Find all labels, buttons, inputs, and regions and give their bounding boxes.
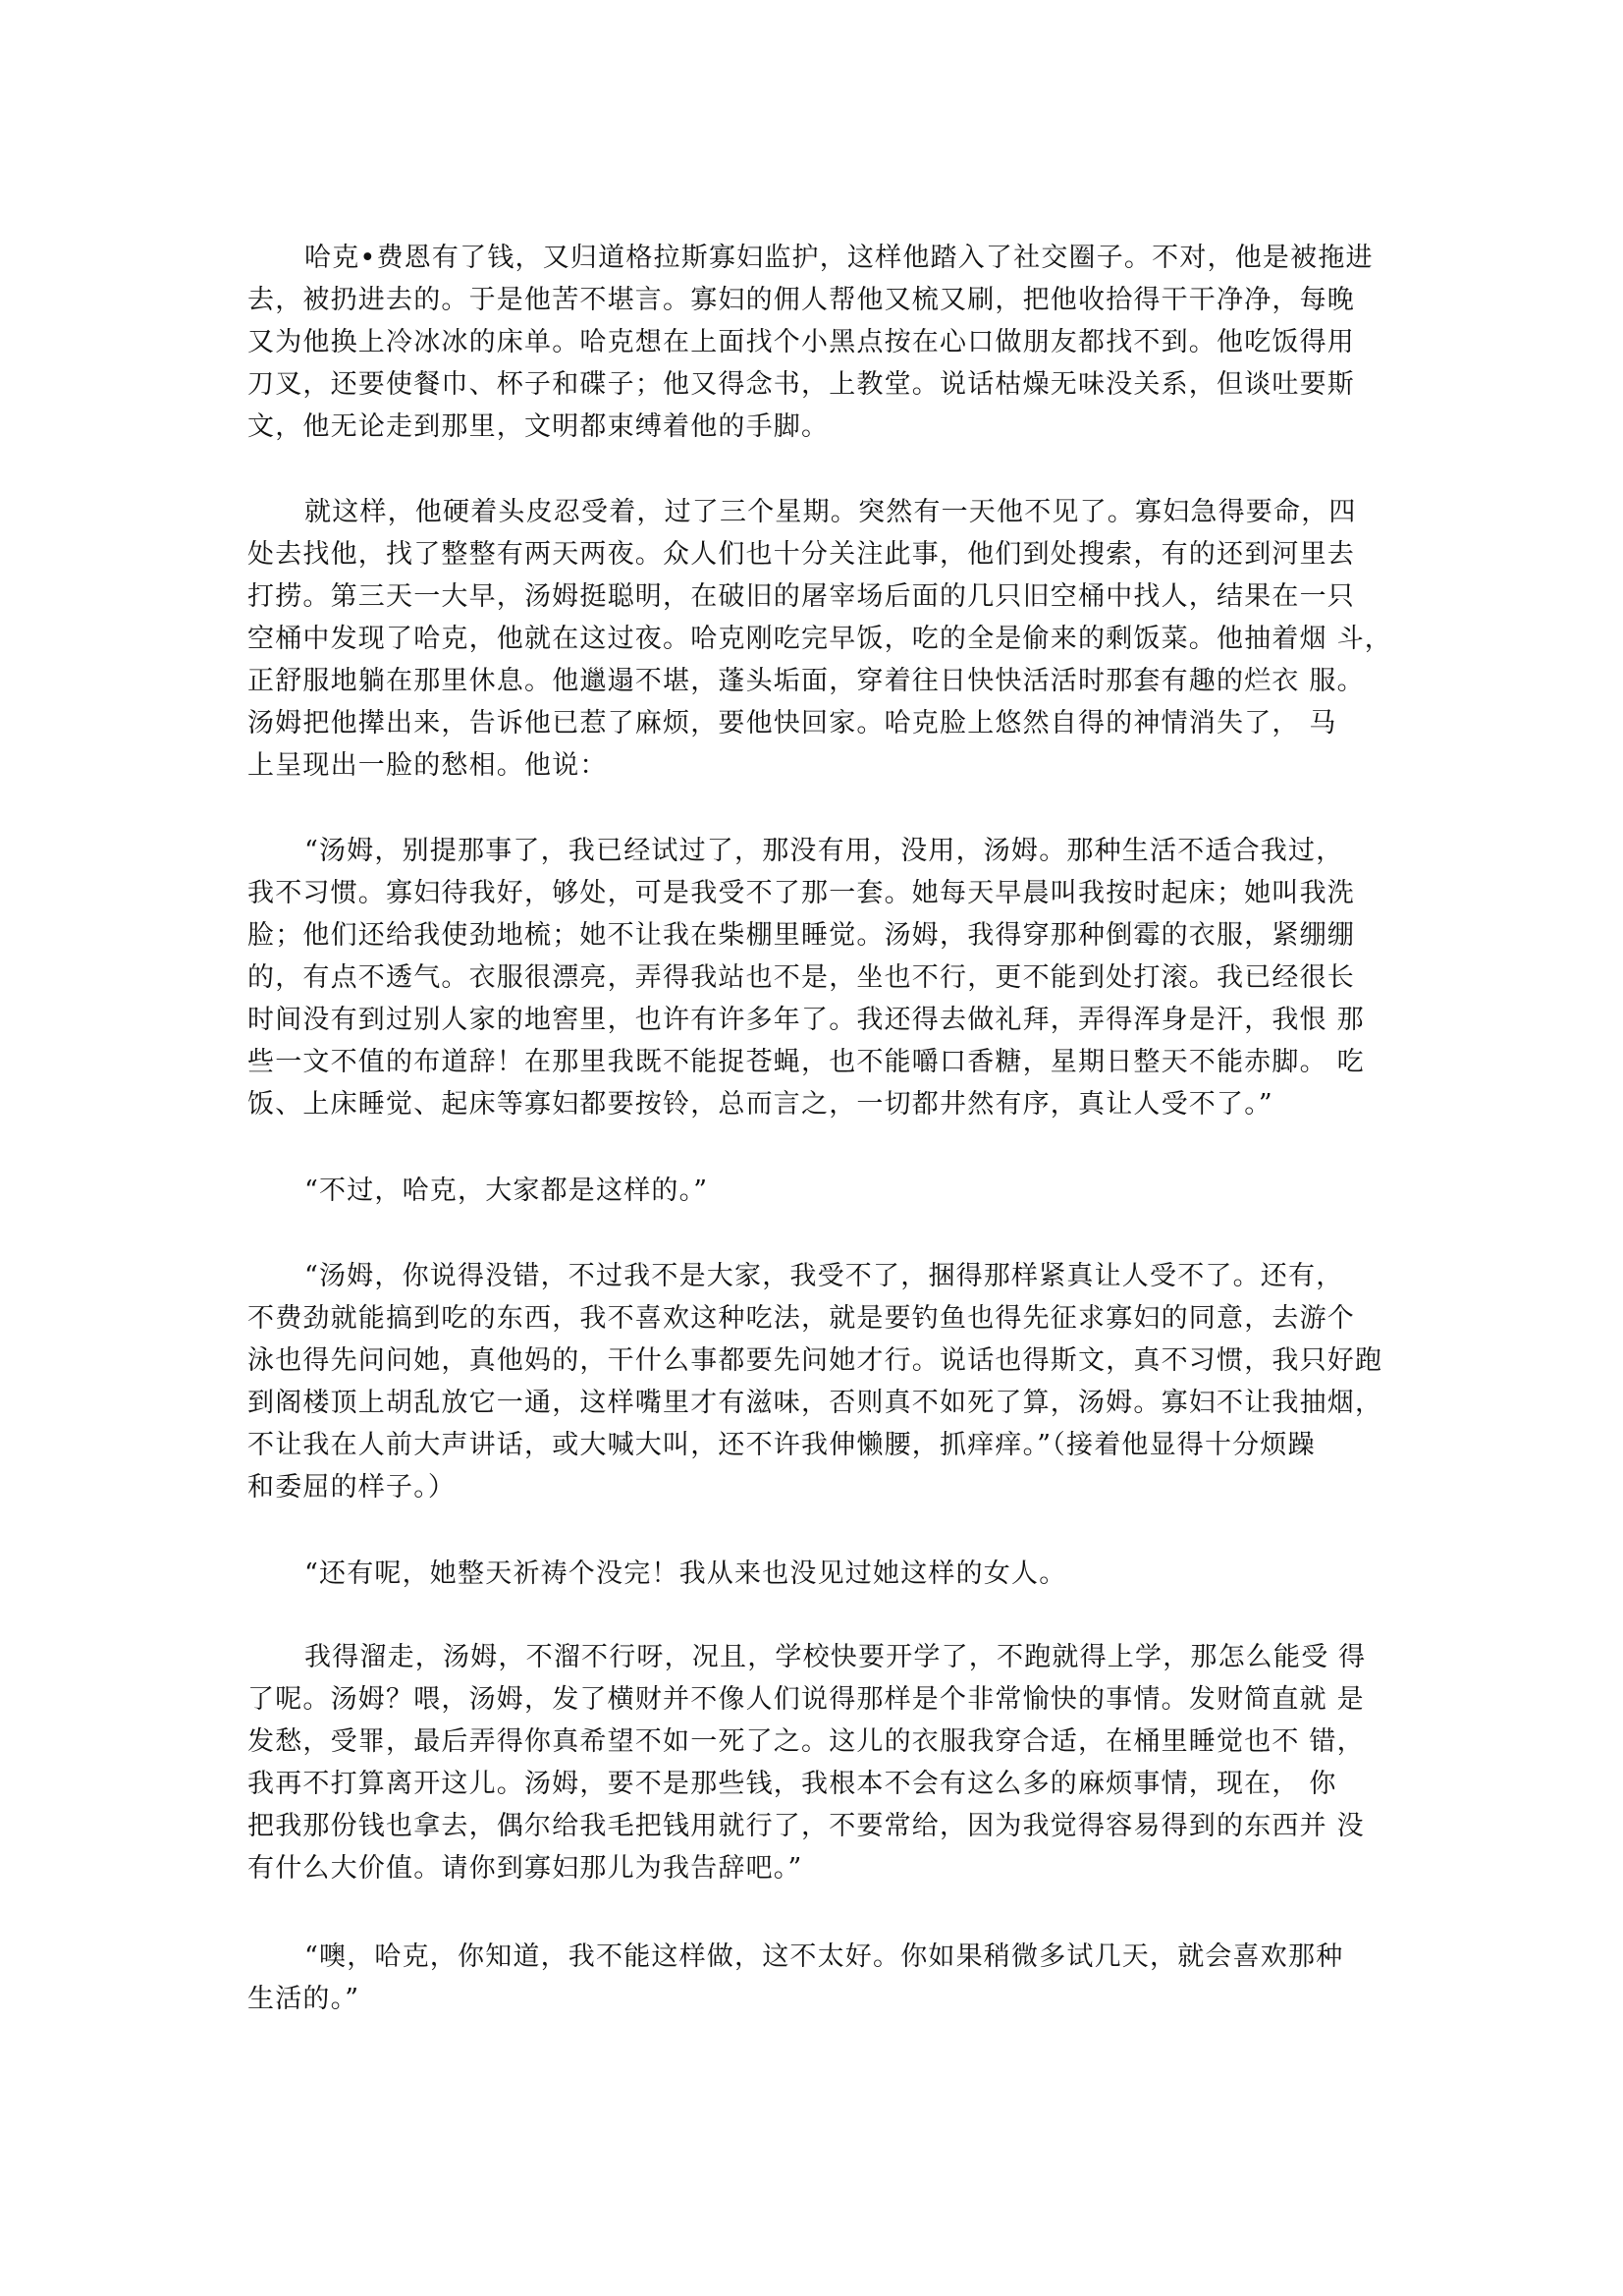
text-line: 处去找他，找了整整有两天两夜。众人们也十分关注此事，他们到处搜索，有的还到河里去 [247,539,1355,570]
text-line: 文，他无论走到那里，文明都束缚着他的手脚。 [247,411,830,442]
text-line: 去，被扔进去的。于是他苦不堪言。寡妇的佣人帮他又梳又刷，把他收拾得干干净净，每晚 [247,285,1355,315]
text-line: 饭、上床睡觉、起床等寡妇都要按铃，总而言之，一切都井然有序，真让人受不了。” [247,1089,1273,1120]
text-line: 我再不打算离开这儿。汤姆，要不是那些钱，我根本不会有这么多的麻烦事情，现在， 你 [247,1769,1337,1799]
text-line: 生活的。” [247,1984,360,2014]
paragraph-5 [247,1255,1401,1508]
text-line: 有什么大价值。请你到寡妇那儿为我告辞吧。” [247,1853,803,1884]
paragraph-6 [247,1553,1401,1595]
text-line: 泳也得先问问她，真他妈的，干什么事都要先问她才行。说话也得斯文，真不习惯，我只好跑 [247,1345,1383,1376]
text-line: 不让我在人前大声讲话，或大喊大叫，还不许我伸懒腰，抓痒痒。”（接着他显得十分烦躁 [247,1430,1316,1460]
text-line: 我不习惯。寡妇待我好，够处，可是我受不了那一套。她每天早晨叫我按时起床；她叫我洗 [247,878,1355,908]
text-line: 把我那份钱也拿去，偶尔给我毛把钱用就行了，不要常给，因为我觉得容易得到的东西并 没 [247,1811,1365,1841]
text-line: “汤姆，你说得没错，不过我不是大家，我受不了，捆得那样紧真让人受不了。还有， [304,1261,1344,1291]
paragraph-4 [247,1170,1401,1212]
text-line: 的，有点不透气。衣服很漂亮，弄得我站也不是，坐也不行，更不能到处打滚。我已经很长 [247,962,1355,993]
paragraph-3 [247,830,1401,1125]
text-line: 了呢。汤姆？喂，汤姆，发了横财并不像人们说得那样是个非常愉快的事情。发财简直就 是 [247,1684,1365,1715]
text-line: 刀叉，还要使餐巾、杯子和碟子；他又得念书，上教堂。说话枯燥无味没关系，但谈吐要斯 [247,369,1355,400]
text-line: 打捞。第三天一大早，汤姆挺聪明，在破旧的屠宰场后面的几只旧空桶中找人，结果在一只 [247,581,1355,612]
text-line: 正舒服地躺在那里休息。他邋遢不堪，蓬头垢面，穿着往日快快活活时那套有趣的烂衣 服。 [247,666,1365,696]
text-line: 和委屈的样子。） [247,1472,457,1503]
text-line: 上呈现出一脸的愁相。他说： [247,750,608,781]
text-line: “还有呢，她整天祈祷个没完！我从来也没见过她这样的女人。 [304,1558,1067,1589]
text-line: “汤姆，别提那事了，我已经试过了，那没有用，没用，汤姆。那种生活不适合我过， [304,836,1344,866]
paragraph-1 [247,237,1401,448]
text-line: 到阁楼顶上胡乱放它一通，这样嘴里才有滋味，否则真不如死了算，汤姆。寡妇不让我抽烟， [247,1388,1383,1418]
text-line: 我得溜走，汤姆，不溜不行呀，况且，学校快要开学了，不跑就得上学，那怎么能受 得 [304,1642,1367,1672]
text-line: 些一文不值的布道辞！在那里我既不能捉苍蝇，也不能嚼口香糖，星期日整天不能赤脚。 吃 [247,1047,1365,1077]
text-line: 时间没有到过别人家的地窖里，也许有许多年了。我还得去做礼拜，弄得浑身是汗，我恨 那 [247,1005,1365,1035]
text-line: “噢，哈克，你知道，我不能这样做，这不太好。你如果稍微多试几天，就会喜欢那种 [304,1941,1344,1972]
text-line: “不过，哈克，大家都是这样的。” [304,1175,709,1206]
text-line: 就这样，他硬着头皮忍受着，过了三个星期。突然有一天他不见了。寡妇急得要命，四 [304,497,1357,527]
text-line: 发愁，受罪，最后弄得你真希望不如一死了之。这儿的衣服我穿合适，在桶里睡觉也不 错， [247,1726,1365,1757]
paragraph-7 [247,1636,1401,1889]
text-line: 空桶中发现了哈克，他就在这过夜。哈克刚吃完早饭，吃的全是偷来的剩饭菜。他抽着烟 斗， [247,624,1392,654]
text-line: 脸；他们还给我使劲地梳；她不让我在柴棚里睡觉。汤姆，我得穿那种倒霉的衣服，紧绷绷 [247,920,1355,951]
text-line: 汤姆把他撵出来，告诉他已惹了麻烦，要他快回家。哈克脸上悠然自得的神情消失了， 马 [247,708,1337,738]
text-line: 又为他换上冷冰冰的床单。哈克想在上面找个小黑点按在心口做朋友都找不到。他吃饭得用 [247,327,1355,357]
text-line: 哈克•费恩有了钱，又归道格拉斯寡妇监护，这样他踏入了社交圈子。不对，他是被拖进 [304,243,1374,273]
text-line: 不费劲就能搞到吃的东西，我不喜欢这种吃法，就是要钓鱼也得先征求寡妇的同意，去游个 [247,1303,1355,1334]
paragraph-8 [247,1936,1401,2020]
paragraph-2 [247,491,1401,787]
